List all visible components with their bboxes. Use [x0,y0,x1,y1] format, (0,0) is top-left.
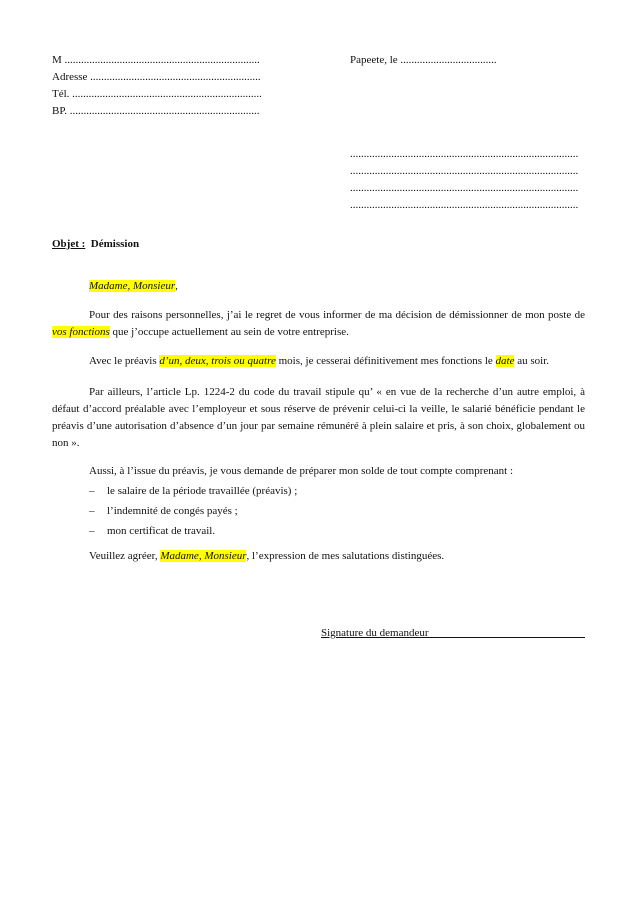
paragraph-legal: Par ailleurs, l’article Lp. 1224-2 du code du travail stipule qu’ « en vue de la recherche d’un autre emploi, à défaut d’accord préalable avec l’employeur et sous réserve de prévenir celui-ci la veille, le salarié bénéficie pendant le préavis d’une autorisation d’absence d’un jour par semaine rémunéré à plein salaire et pris, à son choix, globalement ou non ». [52,386,585,449]
paragraph-text: au soir. [514,355,549,367]
subject-label: Objet : [52,238,86,250]
paragraph-settlement: Aussi, à l’issue du préavis, je vous demande de préparer mon solde de tout compte comprenant : [89,465,513,477]
recipient-line: ................................................................................... [350,199,579,211]
closing-text: , l’expression de mes salutations distinguées. [246,550,445,562]
paragraph-notice [52,353,585,370]
closing-text: Veuillez agréer, [89,550,161,562]
salutation-highlight: Madame, Monsieur [89,280,176,292]
paragraph-text: mois, je cesserai définitivement mes fonctions le [275,355,496,367]
signature-line [428,637,585,638]
list-item-text: l’indemnité de congés payés ; [107,505,238,517]
sender-bp-line: BP. ..................................................................... [52,105,260,117]
list-item-text: le salaire de la période travaillée (préavis) ; [107,485,298,497]
paragraph-intent [52,307,585,341]
recipient-line: ................................................................................... [350,148,579,160]
place-date: Papeete, le ................................... [350,54,497,66]
paragraph-text: que j’occupe actuellement au sein de votre entreprise. [109,326,349,338]
list-dash: – [89,505,95,517]
subject [52,236,139,252]
list-dash: – [89,525,95,537]
paragraph-text: Avec le préavis [89,355,160,367]
highlight-placeholder: Madame, Monsieur [160,550,247,562]
highlight-placeholder: date [495,355,515,367]
highlight-placeholder: vos fonctions [52,326,110,338]
highlight-placeholder: d’un, deux, trois ou quatre [159,355,276,367]
paragraph-text: Pour des raisons personnelles, j’ai le regret de vous informer de ma décision de démissionner de mon poste de [89,309,585,321]
closing [89,548,444,564]
sender-phone-line: Tél. ..................................................................... [52,88,262,100]
recipient-line: ................................................................................... [350,182,579,194]
sender-address-line: Adresse .............................................................. [52,71,261,83]
list-item-text: mon certificat de travail. [107,525,216,537]
subject-value: Démission [90,238,140,250]
salutation [89,278,178,294]
list-dash: – [89,485,95,497]
signature-label: Signature du demandeur [321,627,429,639]
recipient-line: ................................................................................... [350,165,579,177]
sender-name-line: M ....................................................................... [52,54,260,66]
salutation-punct: , [175,280,178,292]
